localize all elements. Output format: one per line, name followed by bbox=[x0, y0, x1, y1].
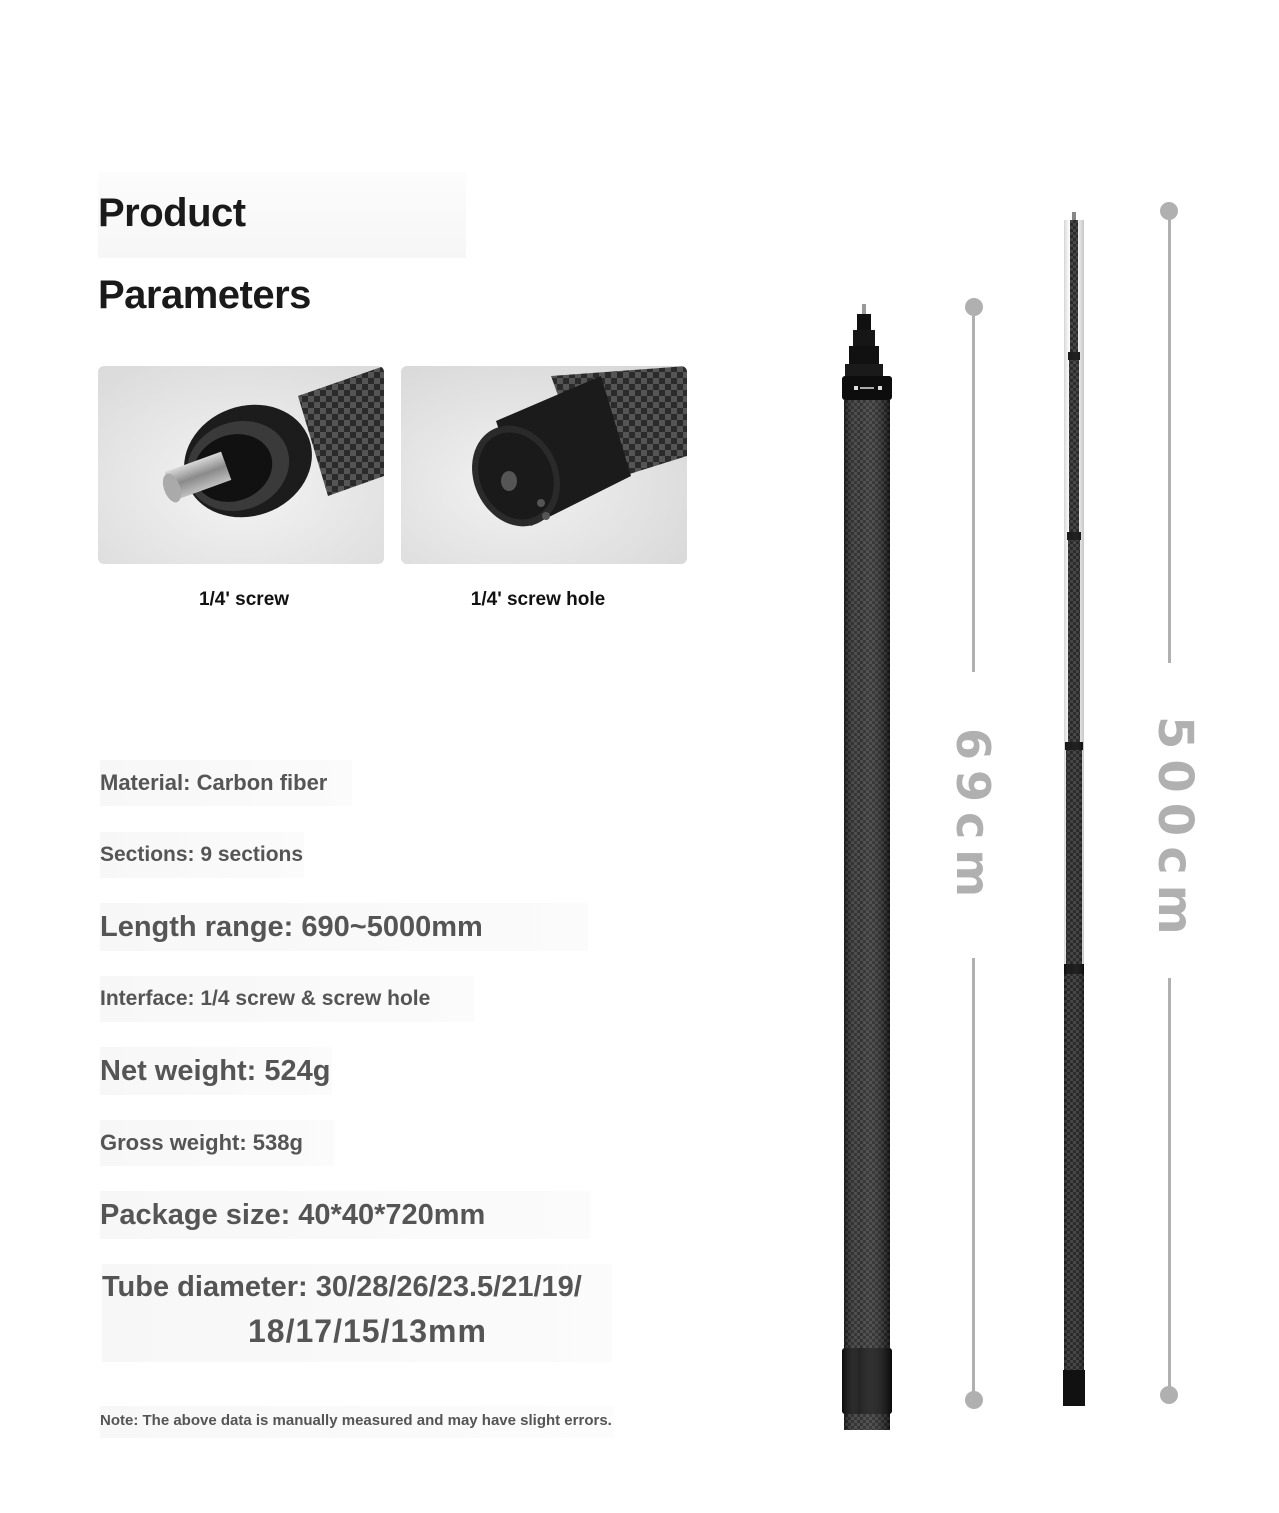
spec-gross-weight-text: Gross weight: 538g bbox=[100, 1130, 303, 1155]
spec-material bbox=[100, 760, 352, 806]
extended-length-label: 500cm bbox=[1147, 716, 1203, 945]
page-title bbox=[98, 172, 466, 317]
spec-length-range-text: Length range: 690~5000mm bbox=[100, 911, 483, 943]
measurement-note: Note: The above data is manually measured and may have slight errors. bbox=[100, 1406, 614, 1438]
spec-tube-diameter-line1: Tube diameter: 30/28/26/23.5/21/19/ bbox=[102, 1271, 582, 1303]
screw-hole-image bbox=[401, 366, 687, 564]
screw-caption: 1/4' screw bbox=[198, 589, 290, 610]
spec-interface-text: Interface: 1/4 screw & screw hole bbox=[100, 987, 431, 1010]
spec-tube-diameter-line2: 18/17/15/13mm bbox=[248, 1313, 487, 1349]
collapsed-pole bbox=[842, 304, 892, 1430]
collapsed-length-label: 69cm bbox=[946, 728, 1000, 908]
screw-image bbox=[98, 366, 384, 564]
spec-gross-weight bbox=[100, 1120, 334, 1166]
spec-sections-text: Sections: 9 sections bbox=[100, 843, 304, 866]
spec-length-range bbox=[100, 903, 588, 951]
screw-hole-caption: 1/4' screw hole bbox=[470, 589, 606, 610]
spec-package-size-text: Package size: 40*40*720mm bbox=[100, 1199, 486, 1231]
spec-net-weight bbox=[100, 1047, 332, 1095]
spec-package-size bbox=[100, 1191, 590, 1239]
spec-interface bbox=[100, 976, 474, 1022]
spec-material-text: Material: Carbon fiber bbox=[100, 770, 328, 795]
spec-sections bbox=[100, 832, 304, 878]
extended-pole bbox=[1063, 212, 1085, 1406]
spec-net-weight-text: Net weight: 524g bbox=[100, 1055, 331, 1087]
page-title-text: Product Parameters bbox=[98, 191, 311, 317]
